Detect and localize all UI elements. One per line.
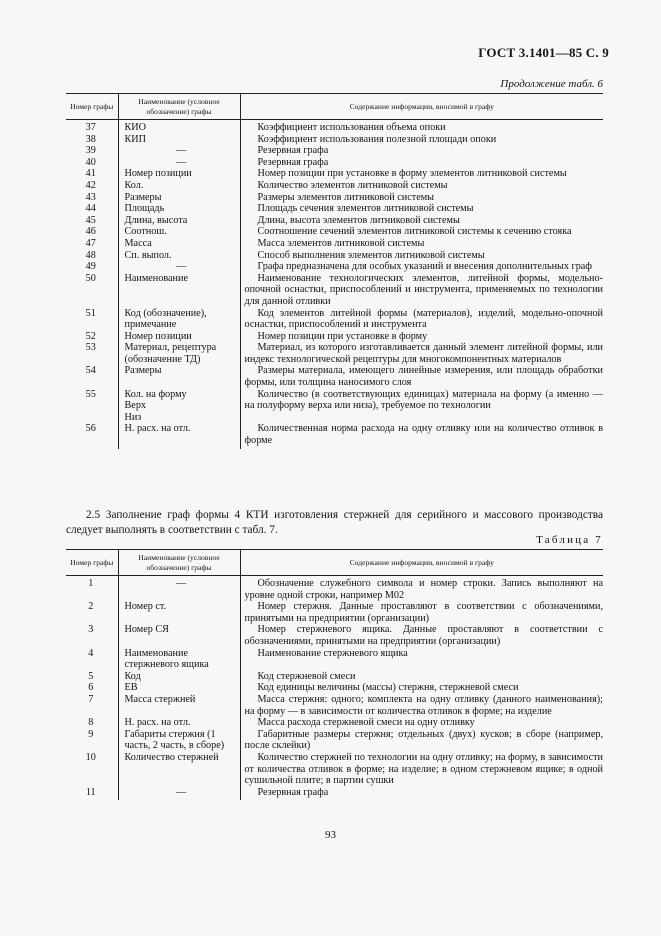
table-row [66, 215, 603, 227]
col-header-content: Содержание информации, вносимой в графу [240, 94, 603, 120]
cell-name: — [118, 157, 240, 169]
col-header-name: Наименование (условное обозначение) графы [118, 550, 240, 576]
cell-content: Наименование стержневого ящика [257, 647, 408, 659]
cell-content: Соотношение сечений элементов литниковой системы к сечению стояка [257, 226, 572, 238]
cell-number: 50 [66, 273, 118, 308]
cell-name: Номер позиции [118, 168, 240, 180]
page-header: ГОСТ 3.1401—85 С. 9 [478, 45, 609, 60]
cell-number: 3 [66, 624, 118, 647]
table-row [66, 261, 603, 273]
cell-content: Длина, высота элементов литниковой системы [257, 214, 460, 226]
cell-name: Соотнош. [118, 226, 240, 238]
cell-number: 2 [66, 601, 118, 624]
table-row [66, 273, 603, 308]
cell-name: Н. расх. на отл. [118, 717, 240, 729]
cell-name: — [118, 261, 240, 273]
cell-number: 7 [66, 694, 118, 717]
cell-content: Код единицы величины (массы) стержня, стержневой смеси [257, 682, 519, 694]
cell-content: Материал, из которого изготавливается данный элемент литейной формы, или индекс технологической рецептуры для многокомпонентных материалов [244, 342, 603, 365]
cell-name [118, 389, 240, 424]
table-row [66, 134, 603, 146]
section-paragraph: 2.5 Заполнение граф формы 4 КТИ изготовления стержней для серийного и массового производства следует выполнять в соответствии с табл. 7. [66, 509, 603, 536]
cell-name: Масса [118, 238, 240, 250]
col-header-number: Номер графы [66, 550, 118, 576]
cell-name: Размеры [118, 192, 240, 204]
cell-content: Резервная графа [257, 156, 329, 168]
table-row [66, 787, 603, 801]
cell-number: 11 [66, 787, 118, 801]
table-row [66, 671, 603, 683]
cell-name: — [118, 787, 240, 801]
cell-content: Масса стержня: одного; комплекта на одну отливку (данного наименования); на форму — в зависимости от количества отливок в форме; на изделие [244, 693, 603, 717]
cell-name: ЕВ [118, 682, 240, 694]
cell-name: — [118, 576, 240, 602]
cell-name: Материал, рецептура (обозначение ТД) [118, 342, 240, 365]
table-row [66, 342, 603, 365]
cell-name: Код (обозначение), примечание [118, 308, 240, 331]
table-row [66, 192, 603, 204]
table-row [66, 120, 603, 134]
cell-name: Номер СЯ [118, 624, 240, 647]
table-row [66, 576, 603, 602]
cell-content: Масса расхода стержневой смеси на одну отливку [257, 717, 475, 729]
cell-number: 51 [66, 308, 118, 331]
table-7-title: Таблица 7 [536, 534, 603, 546]
table-7 [66, 549, 603, 800]
cell-content: Номер стержневого ящика. Данные проставляют в соответствии с обозначениями, принятыми на предприятии (организации) [244, 624, 603, 647]
cell-number: 53 [66, 342, 118, 365]
table-row [66, 694, 603, 717]
table-row [66, 389, 603, 424]
cell-number: 44 [66, 203, 118, 215]
cell-name: Длина, высота [118, 215, 240, 227]
cell-content: Размеры материала, имеющего линейные измерения, или площадь обработки формы, или толщина наносимого слоя [244, 365, 603, 389]
cell-number: 6 [66, 682, 118, 694]
cell-name: Сп. выпол. [118, 250, 240, 262]
cell-name: Наименование [118, 273, 240, 308]
cell-name-line: Кол. на форму [124, 388, 187, 400]
cell-content: Габаритные размеры стержня; отдельных (двух) кусков; в сборе (например, после склейки) [244, 728, 603, 752]
cell-number: 48 [66, 250, 118, 262]
cell-number: 38 [66, 134, 118, 146]
cell-content: Размеры элементов литниковой системы [257, 191, 435, 203]
cell-name: Кол. [118, 180, 240, 192]
cell-number: 9 [66, 729, 118, 752]
table-row [66, 601, 603, 624]
cell-number: 42 [66, 180, 118, 192]
cell-name: Масса стержней [118, 694, 240, 717]
table-row [66, 624, 603, 647]
cell-content: Коэффициент использования объема опоки [257, 122, 446, 133]
cell-content: Резервная графа [257, 786, 329, 798]
cell-content: Количество элементов литниковой системы [257, 179, 448, 191]
cell-number: 49 [66, 261, 118, 273]
table-6-body [66, 120, 603, 449]
table-row [66, 168, 603, 180]
table-row [66, 717, 603, 729]
cell-name: Размеры [118, 365, 240, 388]
table-row [66, 648, 603, 671]
table-row [66, 331, 603, 343]
table-continuation-label: Продолжение табл. 6 [500, 78, 603, 90]
col-header-number: Номер графы [66, 94, 118, 120]
cell-number: 47 [66, 238, 118, 250]
cell-content: Номер позиции при установке в форму элементов литниковой системы [257, 168, 567, 180]
cell-name: — [118, 145, 240, 157]
cell-name: Наименование стержневого ящика [118, 648, 240, 671]
cell-number: 45 [66, 215, 118, 227]
cell-number: 5 [66, 671, 118, 683]
table-row [66, 682, 603, 694]
cell-content: Наименование технологических элементов, литейной формы, модельно-опочной оснастки, приспособлений и инструмента, применяемых по технологии для данной отливки [244, 272, 603, 307]
cell-number: 56 [66, 423, 118, 448]
cell-number: 1 [66, 576, 118, 602]
cell-content: Номер позиции при установке в форму [257, 330, 428, 342]
cell-name: КИО [118, 120, 240, 134]
cell-number: 43 [66, 192, 118, 204]
cell-name: Количество стержней [118, 752, 240, 787]
cell-number: 54 [66, 365, 118, 388]
cell-content: Масса элементов литниковой системы [257, 237, 425, 249]
cell-content: Номер стержня. Данные проставляют в соответствии с обозначениями, принятыми на предприятии (организации) [244, 601, 603, 624]
cell-content: Площадь сечения элементов литниковой системы [257, 203, 474, 215]
cell-name-line: Верх [124, 400, 147, 412]
cell-name: Код [118, 671, 240, 683]
cell-content: Резервная графа [257, 145, 329, 157]
cell-name: Площадь [118, 203, 240, 215]
cell-content: Количество стержней по технологии на одну отливку; на форму, в зависимости от количества отливок в форме; на изделие; в одном стержневом ящике; в одной сушильной плите; в партии сушки [244, 751, 603, 787]
cell-content: Код элементов литейной формы (материалов), изделий, модельно-опочной оснастки, приспособлений и инструмента [244, 307, 603, 331]
table-row [66, 308, 603, 331]
table-header-row [66, 550, 603, 576]
table-row [66, 365, 603, 388]
table-row [66, 729, 603, 752]
table-6 [66, 93, 603, 449]
cell-content: Количество (в соответствующих единицах) материала на форму (а именно — на полуформу верха или низа), требуемое по технологии [244, 388, 603, 412]
cell-name-line: Низ [124, 411, 142, 423]
cell-content: Способ выполнения элементов литниковой системы [257, 249, 485, 261]
table-row [66, 250, 603, 262]
cell-number: 55 [66, 389, 118, 424]
table-row [66, 226, 603, 238]
col-header-content: Содержание информации, вносимой в графу [240, 550, 603, 576]
cell-number: 10 [66, 752, 118, 787]
table-row [66, 423, 603, 448]
table-row [66, 752, 603, 787]
cell-number: 46 [66, 226, 118, 238]
cell-name: КИП [118, 134, 240, 146]
table-7-body [66, 576, 603, 801]
cell-name: Габариты стержня (1 часть, 2 часть, в сборе) [118, 729, 240, 752]
cell-number: 39 [66, 145, 118, 157]
cell-name: Номер позиции [118, 331, 240, 343]
cell-number: 40 [66, 157, 118, 169]
table-row [66, 157, 603, 169]
table-row [66, 145, 603, 157]
cell-number: 8 [66, 717, 118, 729]
cell-content: Количественная норма расхода на одну отливку или на количество отливок в форме [244, 423, 603, 447]
cell-content: Коэффициент использования полезной площади опоки [257, 133, 497, 145]
cell-number: 52 [66, 331, 118, 343]
cell-content: Код стержневой смеси [257, 670, 356, 682]
table-row [66, 180, 603, 192]
cell-number: 41 [66, 168, 118, 180]
cell-name: Н. расх. на отл. [118, 423, 240, 448]
cell-content: Графа предназначена для особых указаний и внесения дополнительных граф [257, 261, 592, 273]
table-row [66, 238, 603, 250]
cell-number: 4 [66, 648, 118, 671]
table-header-row [66, 94, 603, 120]
cell-name: Номер ст. [118, 601, 240, 624]
cell-number: 37 [66, 120, 118, 134]
col-header-name: Наименование (условное обозначение) графы [118, 94, 240, 120]
page-number: 93 [325, 829, 336, 841]
table-row [66, 203, 603, 215]
cell-content: Обозначение служебного символа и номер строки. Запись выполняют на уровне одной строки, например М02 [244, 578, 603, 601]
